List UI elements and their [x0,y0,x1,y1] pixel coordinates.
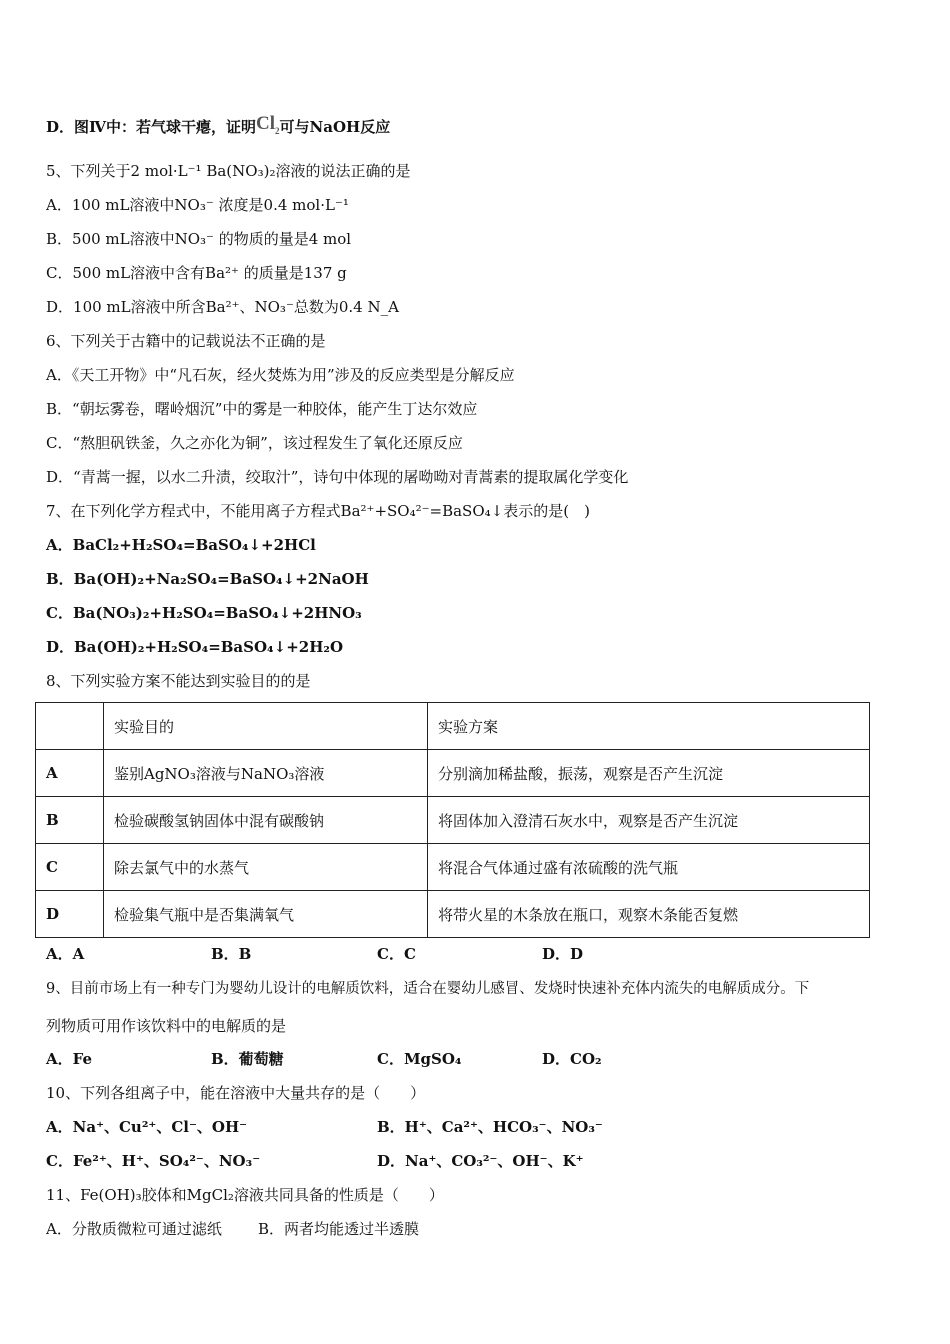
table-cell: 分别滴加稀盐酸，振荡，观察是否产生沉淀 [428,750,870,797]
table-header-row [36,703,870,750]
q8-option-b: B．B [211,945,252,963]
q6-option-b: B．“朝坛雾卷，曙岭烟沉”中的雾是一种胶体，能产生丁达尔效应 [46,400,478,418]
table-row [36,750,870,797]
table-cell: 检验碳酸氢钠固体中混有碳酸钠 [104,797,428,844]
q9-option-d: D．CO₂ [542,1050,602,1068]
q5-option-a: A．100 mL溶液中NO₃⁻ 浓度是0.4 mol·L⁻¹ [46,196,349,214]
table-header-cell: 实验目的 [104,703,428,750]
q10-option-a: A．Na⁺、Cu²⁺、Cl⁻、OH⁻ [46,1118,248,1136]
q7-option-b: B．Ba(OH)₂+Na₂SO₄=BaSO₄↓+2NaOH [46,570,369,588]
q5-option-b: B．500 mL溶液中NO₃⁻ 的物质的量是4 mol [46,230,352,248]
table-header-cell [36,703,104,750]
q9-option-b: B．葡萄糖 [211,1050,284,1068]
q7-option-a: A．BaCl₂+H₂SO₄=BaSO₄↓+2HCl [46,536,316,554]
table-cell: 除去氯气中的水蒸气 [104,844,428,891]
table-cell: D [36,891,104,938]
table-cell: B [36,797,104,844]
table-cell: C [36,844,104,891]
table-row [36,797,870,844]
q6-option-a: A．《天工开物》中“凡石灰，经火焚炼为用”涉及的反应类型是分解反应 [46,366,515,384]
q5-stem: 5、下列关于2 mol·L⁻¹ Ba(NO₃)₂溶液的说法正确的是 [46,162,411,180]
q9-option-a: A．Fe [46,1050,93,1068]
q4-option-d-suffix: 可与NaOH反应 [279,118,391,136]
table-cell: 鉴别AgNO₃溶液与NaNO₃溶液 [104,750,428,797]
q6-option-d: D．“青蒿一握，以水二升渍，绞取汁”，诗句中体现的屠呦呦对青蒿素的提取属化学变化 [46,468,629,486]
q10-option-d: D．Na⁺、CO₃²⁻、OH⁻、K⁺ [377,1152,584,1170]
table-cell: 将混合气体通过盛有浓硫酸的洗气瓶 [428,844,870,891]
q4-option-d [46,114,390,137]
table-cell: A [36,750,104,797]
table-cell: 检验集气瓶中是否集满氧气 [104,891,428,938]
q10-stem: 10、下列各组离子中，能在溶液中大量共存的是（ ） [46,1084,426,1102]
cl2-formula-image: $Cl_2$ [256,113,280,136]
table-row [36,844,870,891]
q11-option-a: A．分散质微粒可通过滤纸 [46,1220,222,1238]
q5-option-d: D．100 mL溶液中所含Ba²⁺、NO₃⁻总数为0.4 N_A [46,298,399,316]
experiment-table [35,702,870,938]
q7-option-c: C．Ba(NO₃)₂+H₂SO₄=BaSO₄↓+2HNO₃ [46,604,362,622]
q8-option-d: D．D [542,945,584,963]
table-cell: 将固体加入澄清石灰水中，观察是否产生沉淀 [428,797,870,844]
q4-option-d-text: D．图Ⅳ中：若气球干瘪，证明 [46,118,257,136]
q7-stem: 7、在下列化学方程式中，不能用离子方程式Ba²⁺+SO₄²⁻=BaSO₄↓表示的是( ) [46,502,590,520]
q9-stem-line1: 9、目前市场上有一种专门为婴幼儿设计的电解质饮料，适合在婴幼儿感冒、发烧时快速补充体内流失的电解质成分。下 [46,981,810,997]
q6-option-c: C．“熬胆矾铁釜，久之亦化为铜”，该过程发生了氧化还原反应 [46,434,463,452]
q10-option-b: B．H⁺、Ca²⁺、HCO₃⁻、NO₃⁻ [377,1118,603,1136]
table-header-cell: 实验方案 [428,703,870,750]
q8-option-a: A．A [46,945,85,963]
q7-option-d: D．Ba(OH)₂+H₂SO₄=BaSO₄↓+2H₂O [46,638,344,656]
q11-stem: 11、Fe(OH)₃胶体和MgCl₂溶液共同具备的性质是（ ） [46,1186,444,1204]
q8-stem: 8、下列实验方案不能达到实验目的的是 [46,672,311,690]
q9-option-c: C．MgSO₄ [377,1050,462,1068]
q11-option-b: B．两者均能透过半透膜 [258,1220,420,1238]
table-cell: 将带火星的木条放在瓶口，观察木条能否复燃 [428,891,870,938]
q5-option-c: C．500 mL溶液中含有Ba²⁺ 的质量是137 g [46,264,347,282]
q8-option-c: C．C [377,945,416,963]
q9-stem-line2: 列物质可用作该饮料中的电解质的是 [46,1017,287,1035]
q10-option-c: C．Fe²⁺、H⁺、SO₄²⁻、NO₃⁻ [46,1152,261,1170]
q6-stem: 6、下列关于古籍中的记载说法不正确的是 [46,332,326,350]
table-row [36,891,870,938]
